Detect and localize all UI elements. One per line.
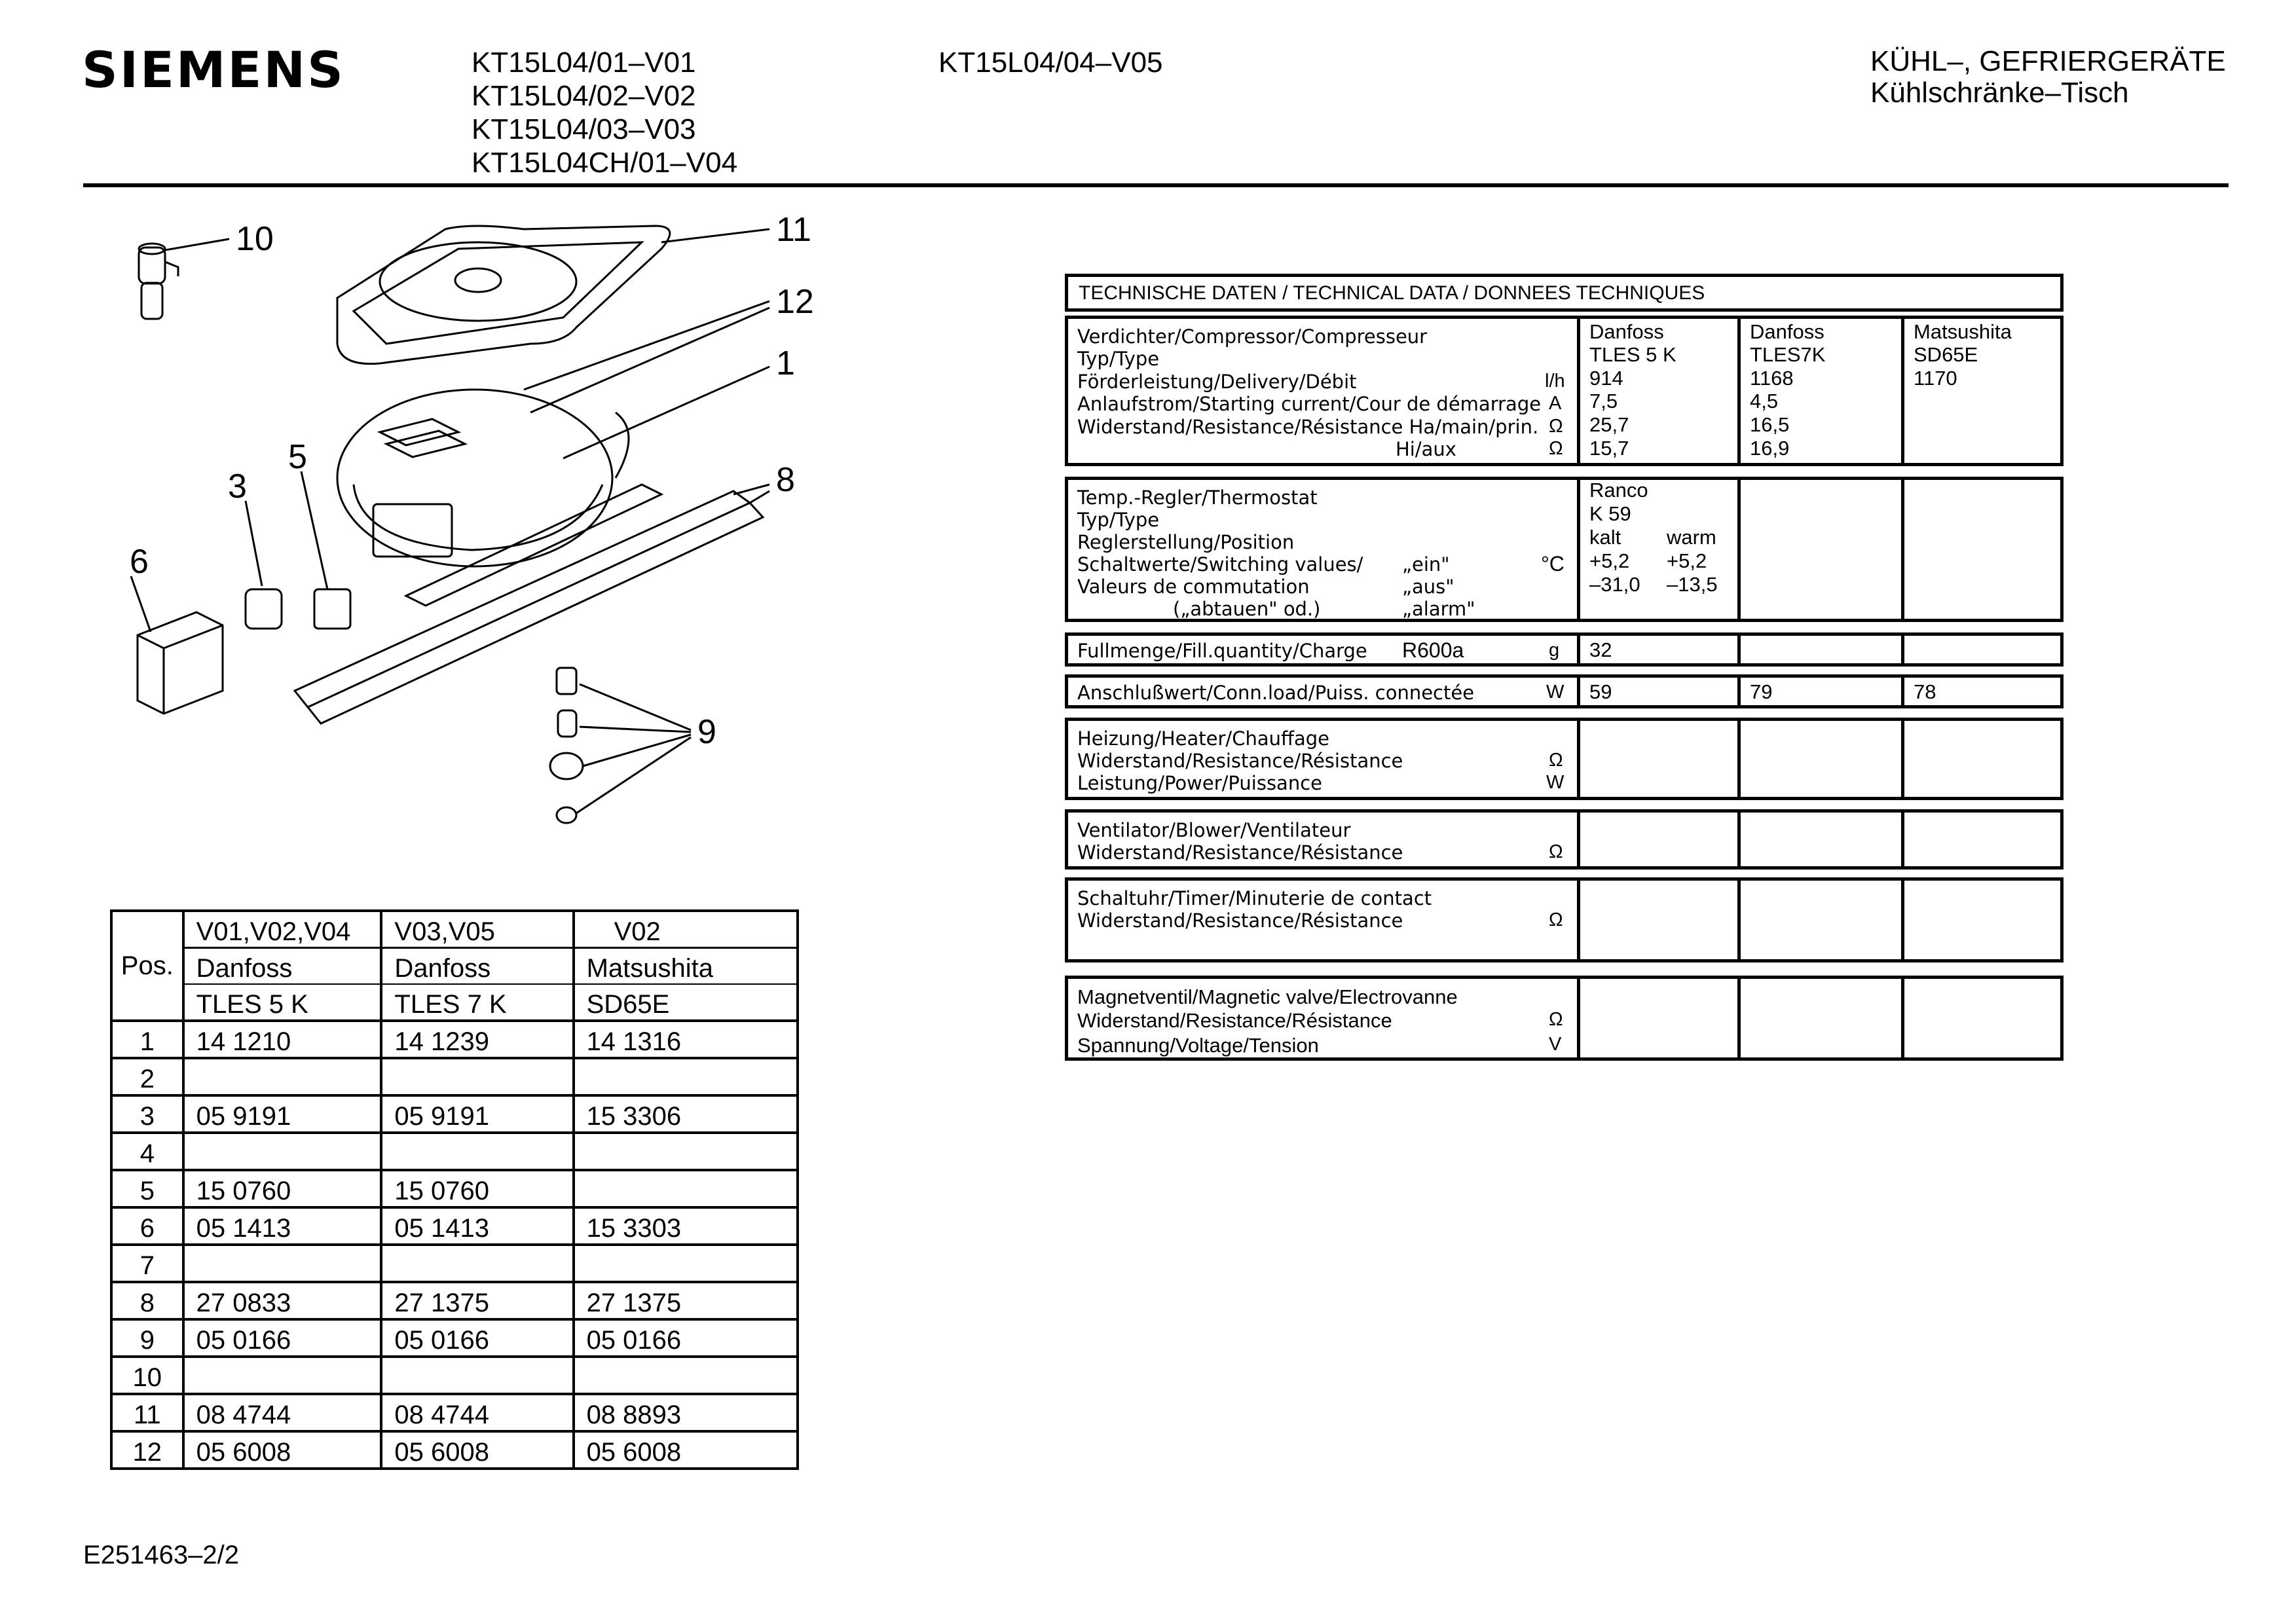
value: 1168 [1750,367,1794,390]
part-number-cell: 05 9191 [381,1095,573,1133]
model-header: SD65E [574,984,798,1021]
blower-label: Ventilator/Blower/Ventilateur [1077,819,1351,841]
part-number-cell [574,1357,798,1394]
unit-w: W [1546,772,1565,793]
value: Danfoss [1589,320,1664,343]
type-label: Typ/Type [1077,509,1160,531]
value: 15,7 [1589,437,1629,460]
value: +5,2 [1589,549,1630,572]
tech-thermostat-section [1065,477,2064,622]
connload-col-b [1741,678,1904,705]
timer-col-c [1904,881,2060,959]
unit-ohm: Ω [1549,841,1563,862]
value: K 59 [1589,502,1631,525]
heater-col-c [1904,721,2060,797]
part-number-cell: 27 1375 [381,1282,573,1319]
value: Danfoss [1750,320,1824,343]
tech-valve-section [1065,976,2064,1061]
tech-fill-section [1065,632,2064,667]
variant-header: V03,V05 [381,911,573,948]
part-number-cell: 08 4744 [381,1394,573,1431]
timer-col-a [1580,881,1741,959]
unit-lh: l/h [1545,371,1565,392]
callout-11: 11 [776,211,811,249]
table-row [111,1282,798,1319]
type-label: Typ/Type [1077,348,1160,370]
resistance-label: Widerstand/Resistance/Résistance [1077,909,1403,932]
pos-cell: 7 [111,1245,183,1282]
part-number-cell [574,1170,798,1207]
fill-label: Fullmenge/Fill.quantity/Charge [1077,640,1367,662]
resistance-aux-label: Hi/aux [1396,438,1456,460]
variant-header: V01,V02,V04 [183,911,382,948]
commutation-label: Valeurs de commutation [1077,576,1310,598]
unit-ohm: Ω [1549,909,1563,930]
heater-labels [1068,721,1580,797]
pos-cell: 5 [111,1170,183,1207]
value: 25,7 [1589,413,1629,436]
part-number-cell [183,1245,382,1282]
part-number-cell: 05 9191 [183,1095,382,1133]
thermostat-col-c [1904,480,2060,619]
part-number-cell [574,1245,798,1282]
callout-6: 6 [130,543,149,581]
pos-cell: 11 [111,1394,183,1431]
part-number-cell [381,1058,573,1095]
pos-header: Pos. [111,911,183,1021]
value: 79 [1750,680,1773,703]
alarm-label: „alarm" [1402,598,1475,620]
part-number-cell [574,1058,798,1095]
maker-header: Danfoss [381,948,573,985]
pos-cell: 6 [111,1207,183,1245]
category-line-2: Kühlschränke–Tisch [1870,77,2129,109]
exploded-parts-diagram [105,203,858,845]
connload-col-a [1580,678,1741,705]
timer-col-b [1741,881,1904,959]
blower-col-c [1904,813,2060,866]
part-6-cover [131,576,223,714]
refrigerant: R600a [1402,638,1464,662]
unit-celsius: °C [1541,552,1565,576]
callout-10: 10 [236,220,274,258]
part-number-cell: 05 6008 [183,1431,382,1469]
part-number-cell: 05 1413 [183,1207,382,1245]
table-row [111,1021,798,1058]
unit-a: A [1549,393,1562,414]
table-row [111,1431,798,1469]
delivery-label: Förderleistung/Delivery/Débit [1077,371,1357,393]
part-number-cell: 05 6008 [381,1431,573,1469]
part-number-cell: 05 0166 [574,1319,798,1357]
part-number-cell [574,1133,798,1170]
defrost-label: („abtauen" od.) [1173,598,1321,620]
maker-header: Danfoss [183,948,382,985]
valve-col-b [1741,979,1904,1057]
value: 78 [1914,680,1936,703]
parts-table-model-row [111,984,798,1021]
value: 16,9 [1750,437,1790,460]
thermostat-label: Temp.-Regler/Thermostat [1077,486,1318,509]
table-row [111,1170,798,1207]
resistance-main-label: Widerstand/Resistance/Résistance Ha/main/prin. [1077,416,1539,438]
part-number-cell: 27 0833 [183,1282,382,1319]
unit-w: W [1546,682,1565,703]
model-number: KT15L04/02–V02 [472,80,696,112]
model-number: KT15L04/01–V01 [472,46,696,79]
valve-col-c [1904,979,2060,1057]
value: 16,5 [1750,413,1790,436]
category-heading [1870,46,2226,109]
heater-label: Heizung/Heater/Chauffage [1077,727,1329,750]
valve-col-a [1580,979,1741,1057]
table-row [111,1245,798,1282]
part-11-tray [337,226,769,364]
table-row [111,1357,798,1394]
unit-ohm: Ω [1549,416,1563,437]
tech-data-title: TECHNISCHE DATEN / TECHNICAL DATA / DONNEES TECHNIQUES [1065,274,2064,312]
value: TLES7K [1750,343,1826,366]
blower-col-b [1741,813,1904,866]
value: SD65E [1914,343,1978,366]
heater-col-a [1580,721,1741,797]
part-number-cell: 14 1316 [574,1021,798,1058]
tech-compressor-section [1065,316,2064,466]
callout-12: 12 [776,283,814,321]
part-number-cell: 15 3303 [574,1207,798,1245]
pos-cell: 12 [111,1431,183,1469]
connload-labels [1068,678,1580,705]
part-number-cell: 27 1375 [574,1282,798,1319]
heater-col-b [1741,721,1904,797]
pos-cell: 3 [111,1095,183,1133]
model-list-right [938,46,1163,79]
part-number-cell [381,1245,573,1282]
part-8-baseplate [295,485,769,724]
value: –31,0 [1589,573,1640,596]
callout-9: 9 [697,713,716,751]
part-number-cell: 05 0166 [183,1319,382,1357]
table-row [111,1319,798,1357]
unit-g: g [1549,640,1560,661]
value: Matsushita [1914,320,2012,343]
compressor-labels [1068,319,1580,463]
callout-1: 1 [776,344,795,382]
thermostat-col-b [1741,480,1904,619]
part-number-cell: 15 3306 [574,1095,798,1133]
value: kalt [1589,526,1621,549]
part-9-fasteners [550,668,691,823]
value: warm [1667,526,1716,549]
connload-col-c [1904,678,2060,705]
part-number-cell [183,1357,382,1394]
value: 4,5 [1750,390,1779,412]
part-number-cell [183,1058,382,1095]
table-row [111,1207,798,1245]
tech-connload-section [1065,674,2064,708]
part-number-cell: 15 0760 [381,1170,573,1207]
aus-label: „aus" [1402,576,1454,598]
part-number-cell: 05 6008 [574,1431,798,1469]
model-header: TLES 7 K [381,984,573,1021]
header-divider [83,183,2229,187]
table-row [111,1394,798,1431]
part-number-cell [381,1133,573,1170]
variant-header: V02 [574,911,798,948]
thermostat-labels [1068,480,1580,619]
table-row [111,1058,798,1095]
siemens-logo: SIEMENS [82,41,345,99]
resistance-label: Widerstand/Resistance/Résistance [1077,750,1403,772]
table-row [111,1095,798,1133]
callout-3: 3 [228,467,247,505]
table-row [111,1133,798,1170]
value: 32 [1589,638,1612,661]
part-number-cell: 14 1239 [381,1021,573,1058]
parts-table [110,909,799,1470]
model-number: KT15L04/04–V05 [938,46,1163,79]
tech-timer-section [1065,877,2064,962]
part-5-relay [301,471,350,629]
starting-current-label: Anlaufstrom/Starting current/Cour de démarrage [1077,393,1542,415]
part-number-cell: 05 1413 [381,1207,573,1245]
value: 1170 [1914,367,1957,390]
value: +5,2 [1667,549,1707,572]
compressor-label: Verdichter/Compressor/Compresseur [1077,325,1428,348]
pos-cell: 2 [111,1058,183,1095]
model-number: KT15L04CH/01–V04 [472,147,738,179]
model-list-left [472,46,737,179]
part-number-cell [381,1357,573,1394]
pos-cell: 9 [111,1319,183,1357]
tech-heater-section [1065,718,2064,800]
timer-label: Schaltuhr/Timer/Minuterie de contact [1077,887,1432,909]
voltage-label: Spannung/Voltage/Tension [1077,1034,1319,1057]
blower-col-a [1580,813,1741,866]
callout-5: 5 [288,438,307,476]
fill-labels [1068,636,1580,663]
part-10-capacitor [139,239,229,319]
compressor-col-c [1904,319,2060,463]
valve-label: Magnetventil/Magnetic valve/Electrovanne [1077,985,1458,1008]
callout-8: 8 [776,461,795,499]
thermostat-col-a [1580,480,1741,619]
unit-ohm: Ω [1549,438,1563,459]
parts-table-body [111,1021,798,1469]
parts-table-maker-row [111,948,798,985]
maker-header: Matsushita [574,948,798,985]
part-number-cell: 14 1210 [183,1021,382,1058]
compressor-col-b [1741,319,1904,463]
category-line-1: KÜHL–, GEFRIERGERÄTE [1870,45,2226,77]
part-1-compressor [337,367,769,566]
part-3-protector [246,501,282,629]
part-number-cell: 08 8893 [574,1394,798,1431]
connload-label: Anschlußwert/Conn.load/Puiss. connectée [1077,682,1475,704]
timer-labels [1068,881,1580,959]
unit-v: V [1549,1034,1562,1055]
document-id: E251463–2/2 [83,1541,240,1569]
switching-label: Schaltwerte/Switching values/ [1077,553,1363,576]
part-number-cell: 08 4744 [183,1394,382,1431]
part-number-cell: 15 0760 [183,1170,382,1207]
fill-col-c [1904,636,2060,663]
pos-cell: 8 [111,1282,183,1319]
fill-col-b [1741,636,1904,663]
model-number: KT15L04/03–V03 [472,113,696,145]
resistance-label: Widerstand/Resistance/Résistance [1077,1009,1392,1032]
compressor-col-a [1580,319,1741,463]
power-label: Leistung/Power/Puissance [1077,772,1322,794]
pos-cell: 1 [111,1021,183,1058]
value: TLES 5 K [1589,343,1676,366]
fill-col-a [1580,636,1741,663]
pos-cell: 10 [111,1357,183,1394]
unit-ohm: Ω [1549,750,1563,771]
value: Ranco [1589,479,1648,502]
value: –13,5 [1667,573,1718,596]
model-header: TLES 5 K [183,984,382,1021]
pos-cell: 4 [111,1133,183,1170]
unit-ohm: Ω [1549,1009,1563,1030]
resistance-label: Widerstand/Resistance/Résistance [1077,841,1403,864]
value: 914 [1589,367,1623,390]
value: 59 [1589,680,1612,703]
part-number-cell: 05 0166 [381,1319,573,1357]
parts-table-variant-row [111,911,798,948]
ein-label: „ein" [1402,553,1450,576]
tech-blower-section [1065,809,2064,870]
blower-labels [1068,813,1580,866]
part-number-cell [183,1133,382,1170]
valve-labels [1068,979,1580,1057]
position-label: Reglerstellung/Position [1077,531,1295,553]
value: 7,5 [1589,390,1618,412]
